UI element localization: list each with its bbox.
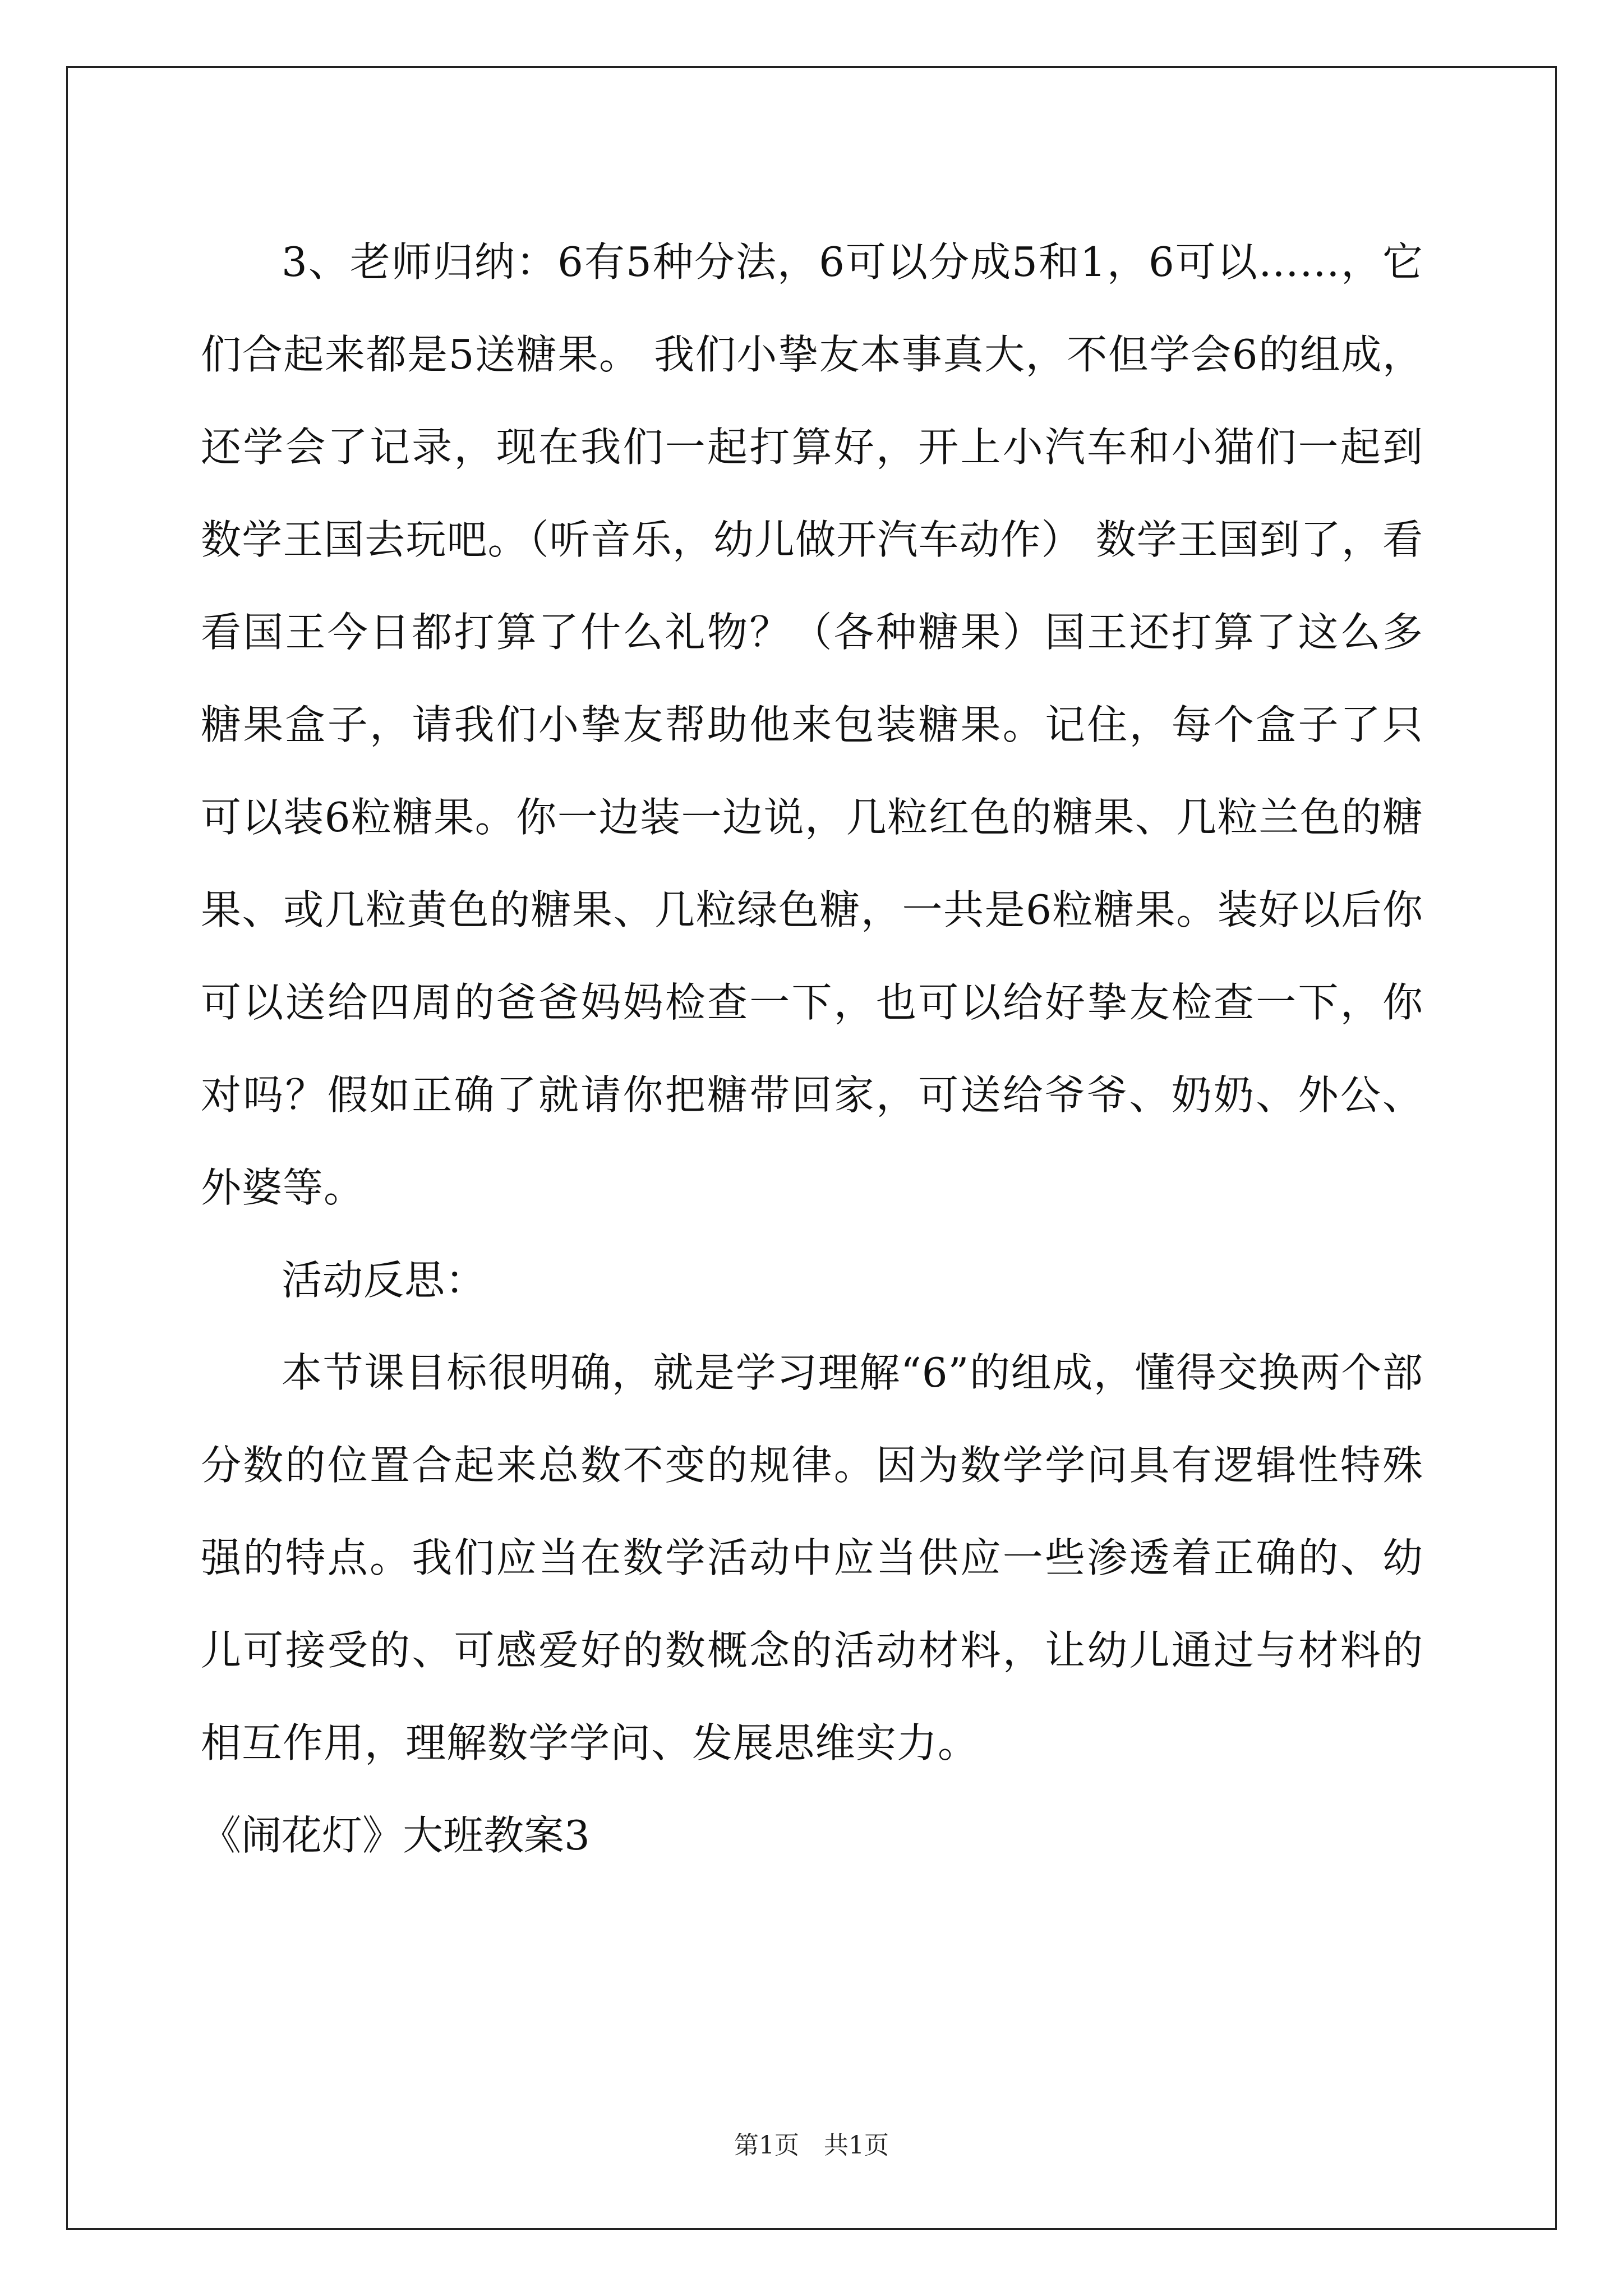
document-body — [201, 216, 1423, 1882]
paragraph-activity-summary: 3、老师归纳：6有5种分法，6可以分成5和1，6可以……，它们合起来都是5送糖果。 我们小挚友本事真大，不但学会6的组成，还学会了记录，现在我们一起打算好，开上小汽车和小猫们一起到数学王国去玩吧。（听音乐，幼儿做开汽车动作） 数学王国到了，看看国王今日都打算了什么礼物？（各种糖果）国王还打算了这么多糖果盒子，请我们小挚友帮助他来包装糖果。记住，每个盒子了只可以装6粒糖果。你一边装一边说，几粒红色的糖果、几粒兰色的糖果、或几粒黄色的糖果、几粒绿色糖，一共是6粒糖果。装好以后你可以送给四周的爸爸妈妈检查一下，也可以给好挚友检查一下，你对吗？假如正确了就请你把糖带回家，可送给爷爷、奶奶、外公、外婆等。 — [201, 238, 1423, 1211]
page-footer: 第1页 共1页 — [734, 2131, 889, 2160]
section-heading: 《闹花灯》大班教案3 — [201, 1812, 590, 1859]
paragraph-reflection-body: 本节课目标很明确，就是学习理解“6”的组成，懂得交换两个部分数的位置合起来总数不变的规律。因为数学学问具有逻辑性特殊强的特点。我们应当在数学活动中应当供应一些渗透着正确的、幼儿可接受的、可感爱好的数概念的活动材料，让幼儿通过与材料的相互作用，理解数学学问、发展思维实力。 — [201, 1349, 1423, 1766]
paragraph-reflection-title: 活动反思： — [282, 1257, 487, 1304]
